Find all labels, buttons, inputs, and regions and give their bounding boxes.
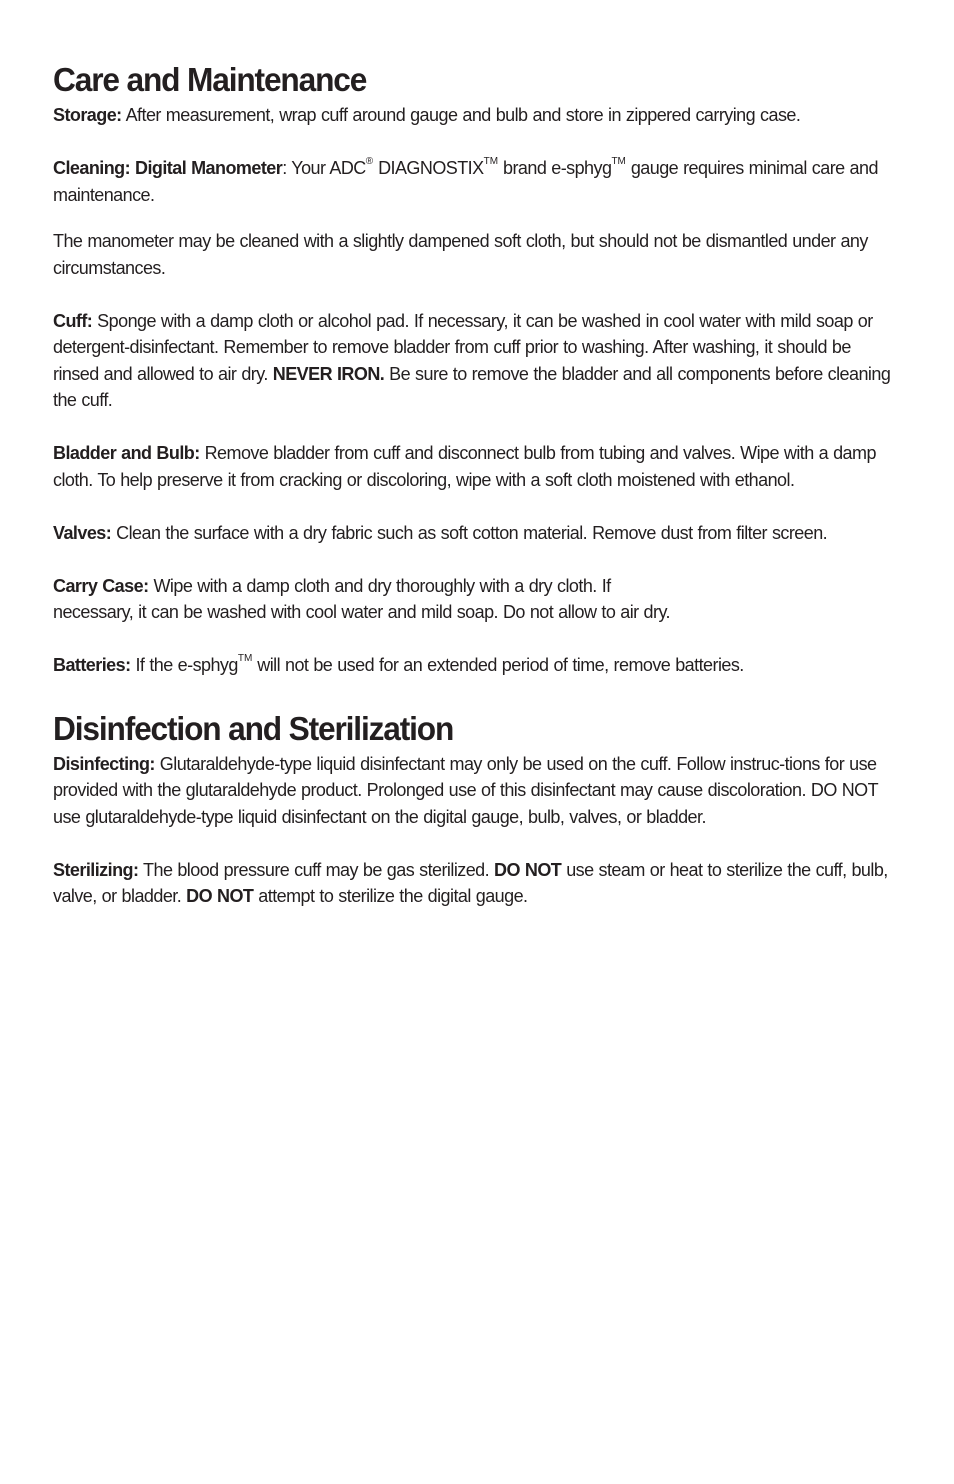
valves-paragraph: [53, 520, 898, 547]
storage-label: Storage:: [53, 105, 122, 125]
cleaning-label: Cleaning: Digital Manometer: [53, 158, 283, 178]
cleaning-paragraph: [53, 155, 898, 208]
cuff-text-2: Be sure to remove the bladder and all components before cleaning the cuff.: [53, 363, 891, 410]
cleaning-text-1: : Your ADC: [282, 158, 366, 178]
sterilizing-text-2: use steam or heat to sterilize the cuff, bulb, valve, or bladder.: [53, 859, 888, 906]
trademark-mark: TM: [611, 156, 626, 167]
disinfecting-paragraph: [53, 751, 898, 831]
carry-case-text-2: necessary, it can be washed with cool water and mild soap. Do not allow to air dry.: [53, 602, 671, 622]
storage-paragraph: [53, 102, 898, 129]
batteries-text-1: If the e-sphyg: [130, 655, 238, 675]
carry-case-paragraph: [53, 573, 898, 626]
document-page: [53, 60, 898, 910]
batteries-paragraph: [53, 652, 898, 679]
registered-mark: ®: [365, 156, 374, 167]
cleaning-text-4: gauge requires minimal care and maintenance.: [53, 158, 878, 205]
manometer-paragraph: The manometer may be cleaned with a slightly dampened soft cloth, but should not be dismantled under any circumstances.: [53, 231, 868, 278]
cuff-paragraph: [53, 308, 898, 414]
cuff-label: Cuff:: [53, 310, 93, 331]
bladder-bulb-paragraph: [53, 440, 898, 493]
never-iron-warning: NEVER IRON.: [272, 363, 385, 384]
disinfecting-label: Disinfecting:: [53, 753, 155, 774]
do-not-warning: DO NOT: [494, 859, 562, 880]
cleaning-text-3: brand e-sphyg: [498, 158, 612, 178]
cleaning-text-2: DIAGNOSTIX: [373, 158, 484, 178]
bladder-bulb-label: Bladder and Bulb:: [53, 443, 200, 463]
bladder-bulb-text: Remove bladder from cuff and disconnect bulb from tubing and valves. Wipe with a damp cloth. To help preserve it from cracking or discoloring, wipe with a soft cloth moistened with ethanol.: [53, 443, 876, 490]
sterilizing-paragraph: [53, 857, 898, 910]
valves-text: Clean the surface with a dry fabric such as soft cotton material. Remove dust from filter screen.: [111, 522, 828, 543]
disinfection-sterilization-heading: Disinfection and Sterilization: [53, 709, 454, 747]
trademark-mark: TM: [237, 653, 253, 664]
batteries-text-2: will not be used for an extended period of time, remove batteries.: [252, 655, 744, 675]
sterilizing-text-3: attempt to sterilize the digital gauge.: [253, 886, 528, 906]
cuff-text-1: Sponge with a damp cloth or alcohol pad. If necessary, it can be washed in cool water with mild soap or detergent-disinfectant. Remember to remove bladder from cuff prior to washing. After washing, it should be rinsed and allowed to air dry.: [53, 310, 873, 384]
care-maintenance-heading: Care and Maintenance: [53, 61, 367, 98]
valves-label: Valves:: [53, 522, 112, 543]
trademark-mark: TM: [483, 156, 499, 167]
carry-case-label: Carry Case:: [53, 575, 149, 596]
carry-case-text-1: Wipe with a damp cloth and dry thoroughly with a dry cloth. If: [148, 575, 611, 596]
sterilizing-text-1: The blood pressure cuff may be gas sterilized.: [138, 859, 495, 880]
storage-text: After measurement, wrap cuff around gauge and bulb and store in zippered carrying case.: [121, 105, 801, 125]
disinfecting-text: Glutaraldehyde-type liquid disinfectant may only be used on the cuff. Follow instruc-tions for use provided with the glutaraldehyde product. Prolonged use of this disinfectant may cause discoloration. DO NOT use glutaraldehyde-type liquid disinfectant on the digital gauge, bulb, valves, or bladder.: [53, 753, 878, 827]
sterilizing-label: Sterilizing:: [53, 859, 139, 880]
batteries-label: Batteries:: [53, 655, 131, 675]
do-not-warning: DO NOT: [186, 886, 254, 906]
